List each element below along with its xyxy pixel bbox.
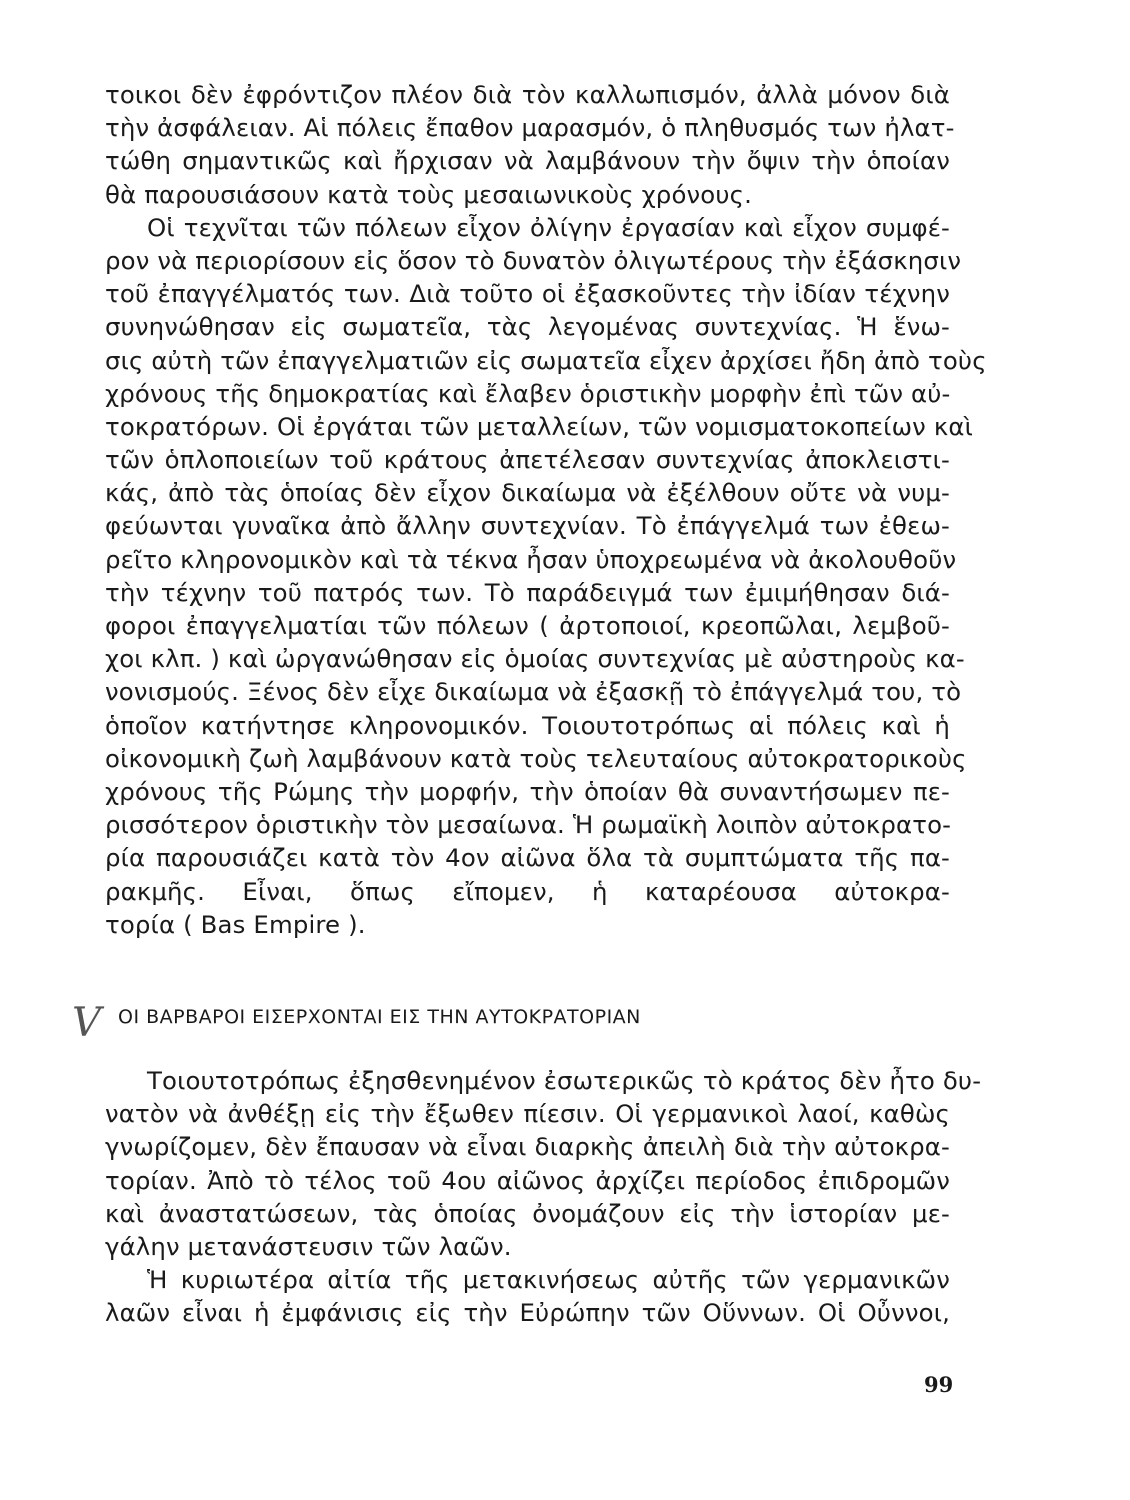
text-line: τορίαν. Ἀπὸ τὸ τέλος τοῦ 4ου αἰῶνος ἀρχίζει περίοδος ἐπιδρομῶν	[105, 1165, 950, 1195]
page-number: 99	[924, 1372, 954, 1397]
text-line: φοροι ἐπαγγελματίαι τῶν πόλεων ( ἀρτοποιοί, κρεοπῶλαι, λεμβοῦ-	[105, 611, 950, 640]
text-line: θὰ παρουσιάσουν κατὰ τοὺς μεσαιωνικοὺς χρόνους.	[105, 179, 752, 209]
text-line: τορία ( Bas Empire ).	[105, 909, 366, 939]
text-line: Οἱ τεχνῖται τῶν πόλεων εἶχον ὀλίγην ἐργασίαν καὶ εἶχον συμφέ-	[147, 212, 950, 242]
text-line: συνηνώθησαν εἰς σωματεῖα, τὰς λεγομένας συντεχνίας. Ἡ ἕνω-	[105, 312, 950, 342]
text-line: κάς, ἀπὸ τὰς ὁποίας δὲν εἶχον δικαίωμα νὰ ἐξέλθουν οὔτε νὰ νυμ-	[105, 478, 950, 508]
text-line: ρισσότερον ὁριστικὴν τὸν μεσαίωνα. Ἡ ρωμαϊκὴ λοιπὸν αὐτοκρατο-	[105, 810, 952, 840]
paragraph-3	[105, 1064, 982, 1263]
text-line: ρον νὰ περιορίσουν εἰς ὅσον τὸ δυνατὸν ὀλιγωτέρους τὴν ἐξάσκησιν	[105, 245, 962, 275]
text-line: οἰκονομικὴ ζωὴ λαμβάνουν κατὰ τοὺς τελευταίους αὐτοκρατορικοὺς	[105, 743, 967, 773]
text-line: καὶ ἀναστατώσεων, τὰς ὁποίας ὀνομάζουν εἰς τὴν ἱστορίαν με-	[105, 1198, 950, 1228]
text-line: χρόνους τῆς δημοκρατίας καὶ ἔλαβεν ὁριστικὴν μορφὴν ἐπὶ τῶν αὐ-	[105, 378, 951, 408]
text-line: τοκρατόρων. Οἱ ἐργάται τῶν μεταλλείων, τῶν νομισματοκοπείων καὶ	[105, 411, 973, 441]
text-line: γνωρίζομεν, δὲν ἔπαυσαν νὰ εἶναι διαρκὴς ἀπειλὴ διὰ τὴν αὐτοκρα-	[105, 1132, 950, 1162]
text-line: ρία παρουσιάζει κατὰ τὸν 4ον αἰῶνα ὅλα τὰ συμπτώματα τῆς πα-	[105, 843, 950, 873]
text-block-bottom	[105, 1064, 982, 1330]
text-line: Τοιουτοτρόπως ἐξησθενημένον ἐσωτερικῶς τὸ κράτος δὲν ἦτο δυ-	[147, 1066, 982, 1095]
text-line: λαῶν εἶναι ἡ ἐμφάνισις εἰς τὴν Εὐρώπην τῶν Οὕννων. Οἱ Οὖννοι,	[105, 1298, 950, 1328]
text-line: τοῦ ἐπαγγέλματός των. Διὰ τοῦτο οἱ ἐξασκοῦντες τὴν ἰδίαν τέχνην	[105, 279, 950, 309]
text-line: χρόνους τῆς Ρώμης τὴν μορφήν, τὴν ὁποίαν θὰ συναντήσωμεν πε-	[105, 776, 950, 806]
text-line: ρακμῆς. Εἶναι, ὅπως εἴπομεν, ἡ καταρέουσα αὐτοκρα-	[105, 876, 950, 906]
text-block-top	[105, 78, 987, 941]
text-line: τὴν τέχνην τοῦ πατρός των. Τὸ παράδειγμά των ἐμιμήθησαν διά-	[105, 577, 950, 607]
text-line: φεύωνται γυναῖκα ἀπὸ ἄλλην συντεχνίαν. Τὸ ἐπάγγελμά των ἐθεω-	[105, 511, 950, 541]
text-line: χοι κλπ. ) καὶ ὠργανώθησαν εἰς ὁμοίας συντεχνίας μὲ αὐστηροὺς κα-	[105, 644, 965, 674]
section-heading: ΟΙ ΒΑΡΒΑΡΟΙ ΕΙΣΕΡΧΟΝΤΑΙ ΕΙΣ ΤΗΝ ΑΥΤΟΚΡΑΤΟΡΙΑΝ	[118, 1006, 641, 1028]
text-line: τῶν ὁπλοποιείων τοῦ κράτους ἀπετέλεσαν συντεχνίας ἀποκλειστι-	[105, 445, 950, 475]
text-line: τοικοι δὲν ἐφρόντιζον πλέον διὰ τὸν καλλωπισμόν, ἀλλὰ μόνον διὰ	[105, 80, 950, 109]
text-line: νατὸν νὰ ἀνθέξῃ εἰς τὴν ἔξωθεν πίεσιν. Οἱ γερμανικοὶ λαοί, καθὼς	[105, 1099, 950, 1129]
paragraph-4	[105, 1263, 950, 1329]
paragraph-2	[105, 211, 987, 941]
text-line: γάλην μετανάστευσιν τῶν λαῶν.	[105, 1231, 512, 1261]
text-line: τὴν ἀσφάλειαν. Αἱ πόλεις ἔπαθον μαρασμόν, ὁ πληθυσμός των ἠλατ-	[105, 113, 955, 143]
text-line: Ἡ κυριωτέρα αἰτία τῆς μετακινήσεως αὐτῆς τῶν γερμανικῶν	[147, 1265, 950, 1295]
text-line: νονισμούς. Ξένος δὲν εἶχε δικαίωμα νὰ ἐξασκῇ τὸ ἐπάγγελμά του, τὸ	[105, 677, 962, 707]
text-line: ρεῖτο κληρονομικὸν καὶ τὰ τέκνα ἦσαν ὑποχρεωμένα νὰ ἀκολουθοῦν	[105, 544, 957, 574]
text-line: σις αὐτὴ τῶν ἐπαγγελματιῶν εἰς σωματεῖα εἶχεν ἀρχίσει ἤδη ἀπὸ τοὺς	[105, 345, 987, 375]
margin-check-mark: V	[72, 1000, 101, 1046]
text-line: ὁποῖον κατήντησε κληρονομικόν. Τοιουτοτρόπως αἱ πόλεις καὶ ἡ	[105, 710, 950, 740]
text-line: τώθη σημαντικῶς καὶ ἤρχισαν νὰ λαμβάνουν τὴν ὄψιν τὴν ὁποίαν	[105, 146, 950, 176]
paragraph-1	[105, 78, 955, 211]
